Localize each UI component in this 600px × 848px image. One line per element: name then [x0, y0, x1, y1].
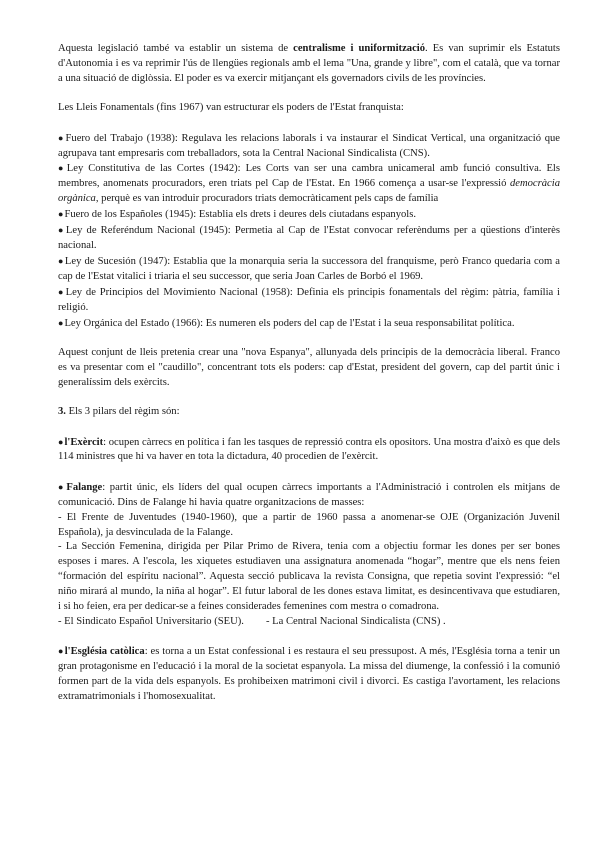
- lleis-item: ●Ley de Principios del Movimiento Nacional (1958): Definia els principis fonamentals del règim: pàtria, família i religió.: [58, 286, 560, 313]
- exercit-paragraph: ●l'Exèrcit: ocupen càrrecs en política i fan les tasques de repressió contra els opositors. Una mostra d'això es que dels 114 ministres que hi va haver en tota la dictadura, 40 procedien de l'exèrcit.: [58, 436, 561, 463]
- esglesia-paragraph: ●l'Església catòlica: es torna a un Estat confessional i es restaura el seu pressupost. A més, l'Església torna a tenir un gran protagonisme en l'educació i la moral de la societat espanyola. La missa del diumenge, la confessió i la comunió formen part de la vida dels espanyols. Es prohibeixen matrimoni civil i divorci. Es castiga l'avortament, les relacions extramatrimonials i l'homosexualitat.: [58, 646, 560, 703]
- intro-paragraph: Aquesta legislació també va establir un sistema de centralisme i uniformització. Es van suprimir els Estatuts d'Autonomia i es va reprimir l'ús de llengües regionals amb el lema "Una, grande y libre", com el català, que va tornar a una situació de diglòssia. El poder es va exercir mitjançant els governadors civils de les províncies.: [58, 43, 560, 84]
- lleis-item: ●Ley de Sucesión (1947): Establia que la monarquia seria la successora del franquisme, però Franco quedaria com a cap de l'Estat vitalici i triaria el seu successor, que seria Joan Carles de Borbó el 1969.: [58, 255, 560, 282]
- bullet-icon: ●: [58, 317, 64, 328]
- bullet-icon: ●: [58, 225, 65, 236]
- lleis-intro: Les Lleis Fonamentals (fins 1967) van estructurar els poders de l'Estat franquista:: [58, 102, 404, 114]
- lleis-item: ●Fuero de los Españoles (1945): Establia els drets i deures dels ciutadans espanyols.: [58, 209, 417, 221]
- pilars-heading: 3. Els 3 pilars del règim són:: [58, 406, 180, 418]
- bullet-icon: ●: [58, 436, 64, 447]
- falange-item: - La Sección Femenina, dirigida per Pilar Primo de Rivera, tenia com a objectiu formar les dones per ser bones esposes i mares. A l'escola, les xiquetes estudiaven una assignatura anomenada “hogar”, mentre que els nens feien “formación del espíritu nacional”. Aquesta secció publicava la revista Consigna, que repetia sovint l'expressió: “el niño mirará al mundo, la niña al hogar”. El futur laboral de les dones estava limitat, es desincentivava que estudiaren, i si ho feien, era per dedicar-se a feines considerades femenines com mestra o comadrona.: [58, 541, 560, 613]
- bullet-icon: ●: [58, 286, 65, 297]
- bullet-icon: ●: [58, 163, 66, 174]
- bullet-icon: ●: [58, 132, 65, 143]
- lleis-item: ●Ley Constitutiva de las Cortes (1942): Les Corts van ser una cambra unicameral amb funció consultiva. Els membres, anomenats procuradors, eren triats pel Cap de l'Estat. En 1966 comença a usar-se l'expressió democràcia orgànica, perquè es van introduir procuradors triats democràticament pels caps de família: [58, 163, 560, 205]
- bullet-icon: ●: [58, 646, 64, 657]
- bullet-icon: ●: [58, 209, 64, 220]
- centralisme-emphasis: centralisme i uniformització: [293, 43, 426, 54]
- bullet-icon: ●: [58, 481, 66, 492]
- nova-espanya-paragraph: Aquest conjunt de lleis pretenia crear una "nova Espanya", allunyada dels principis de la democràcia liberal. Franco es va presentar com el "caudillo", concentrant tots els poders: cap d'Estat, president del govern, cap del partit únic i generalíssim dels exèrcits.: [58, 346, 560, 388]
- bullet-icon: ●: [58, 255, 64, 266]
- falange-item: - El Frente de Juventudes (1940-1960), que a partir de 1960 passa a anomenar-se OJE (Organización Juvenil Española), ja desvinculada de la Falange.: [58, 511, 560, 538]
- lleis-item: ●Fuero del Trabajo (1938): Regulava les relacions laborals i va instaurar el Sindicat Vertical, una organització que agrupava tant empresaris com treballadors, sota la Central Nacional Sindicalista (CNS).: [58, 132, 560, 159]
- falange-paragraph: ●Falange: partit únic, els líders del qual ocupen càrrecs importants a l'Administració i controlen els mitjans de comunicació. Dins de Falange hi havia quatre organitzacions de masses:: [58, 481, 560, 508]
- lleis-item: ●Ley Orgánica del Estado (1966): Es numeren els poders del cap de l'Estat i la seua responsabilitat política.: [58, 317, 515, 329]
- falange-item-last: - El Sindicato Español Universitario (SEU). - La Central Nacional Sindicalista (CNS) .: [58, 616, 446, 627]
- lleis-item: ●Ley de Referéndum Nacional (1945): Permetia al Cap de l'Estat convocar referèndums per a qüestions d'interès nacional.: [58, 225, 560, 251]
